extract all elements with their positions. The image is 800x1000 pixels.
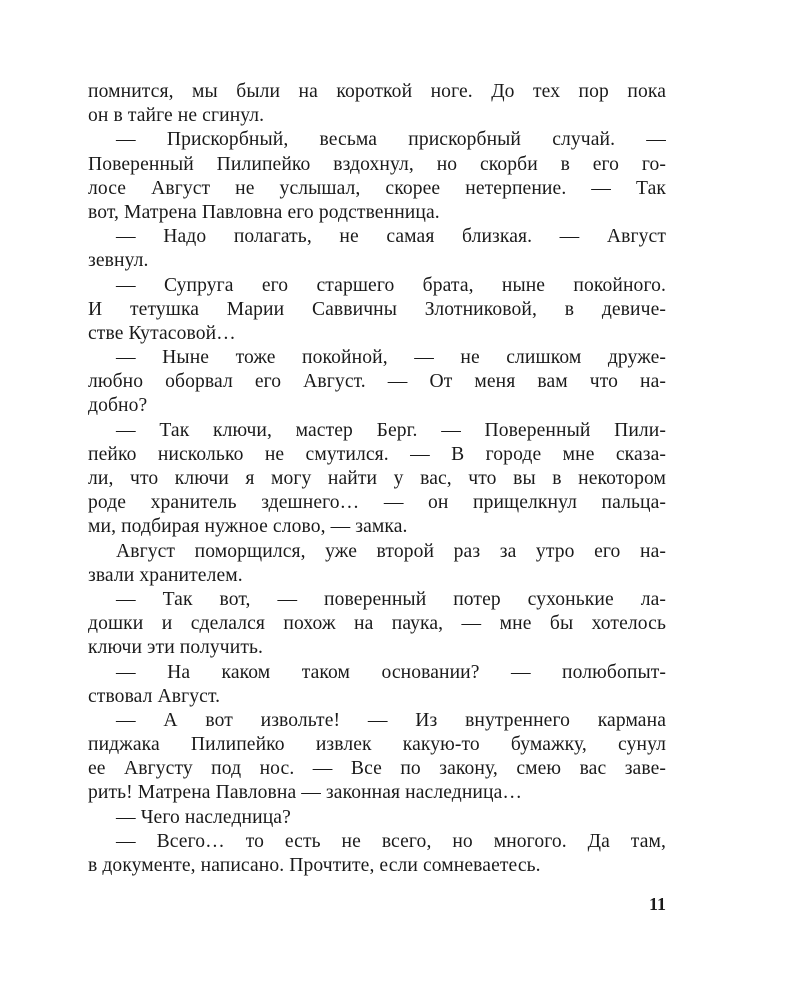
text-line: вот, Матрена Павловна его родственница.: [88, 201, 440, 223]
text-line: ее Августу под нос. — Все по закону, смею вас заве-: [88, 758, 666, 780]
text-line: любно оборвал его Август. — От меня вам что на-: [88, 371, 666, 393]
text-line: зевнул.: [88, 250, 149, 272]
text-line: пейко нисколько не смутился. — В городе мне сказа-: [88, 443, 666, 465]
text-line: пиджака Пилипейко извлек какую-то бумажку, сунул: [88, 734, 666, 756]
text-line: — Чего наследница?: [116, 806, 291, 828]
text-line: ли, что ключи я могу найти у вас, что вы в некотором: [88, 468, 666, 489]
text-line: — Супруга его старшего брата, ныне покойного.: [116, 274, 666, 296]
text-line: стве Кутасовой…: [88, 322, 236, 344]
text-line: дошки и сделался похож на паука, — мне бы хотелось: [88, 613, 666, 635]
text-line: — Надо полагать, не самая близкая. — Август: [116, 226, 666, 248]
text-line: — Всего… то есть не всего, но многого. Да там,: [116, 830, 666, 852]
text-line: Август поморщился, уже второй раз за утро его на-: [116, 540, 666, 562]
text-line: — Ныне тоже покойной, — не слишком друже-: [116, 347, 666, 369]
text-line: звали хранителем.: [88, 564, 243, 586]
text-line: рить! Матрена Павловна — законная наследница…: [88, 782, 523, 804]
text-line: ключи эти получить.: [88, 637, 264, 659]
text-line: — На каком таком основании? — полюбопыт-: [116, 661, 666, 683]
text-line: ми, подбирая нужное слово, — замка.: [88, 516, 408, 538]
text-line: — Прискорбный, весьма прискорбный случай. —: [116, 129, 666, 151]
text-line: — Так вот, — поверенный потер сухонькие ла-: [116, 588, 666, 610]
page-number: 11: [648, 894, 666, 914]
text-line: роде хранитель здешнего… — он прищелкнул пальца-: [88, 492, 666, 514]
text-line: добно?: [88, 395, 148, 417]
text-line: — А вот извольте! — Из внутреннего кармана: [116, 709, 666, 731]
text-line: в документе, написано. Прочтите, если сомневаетесь.: [88, 855, 541, 876]
body-text: [88, 80, 666, 878]
text-line: И тетушка Марии Саввичны Злотниковой, в девиче-: [88, 298, 666, 320]
text-line: он в тайге не сгинул.: [88, 105, 265, 127]
text-line: Поверенный Пилипейко вздохнул, но скорби в его го-: [88, 153, 666, 175]
text-line: — Так ключи, мастер Берг. — Поверенный Пили-: [116, 419, 666, 441]
text-line: лосе Август не услышал, скорее нетерпение. — Так: [88, 177, 666, 199]
text-line: помнится, мы были на короткой ноге. До тех пор пока: [88, 81, 666, 102]
text-line: ствовал Август.: [88, 685, 221, 707]
